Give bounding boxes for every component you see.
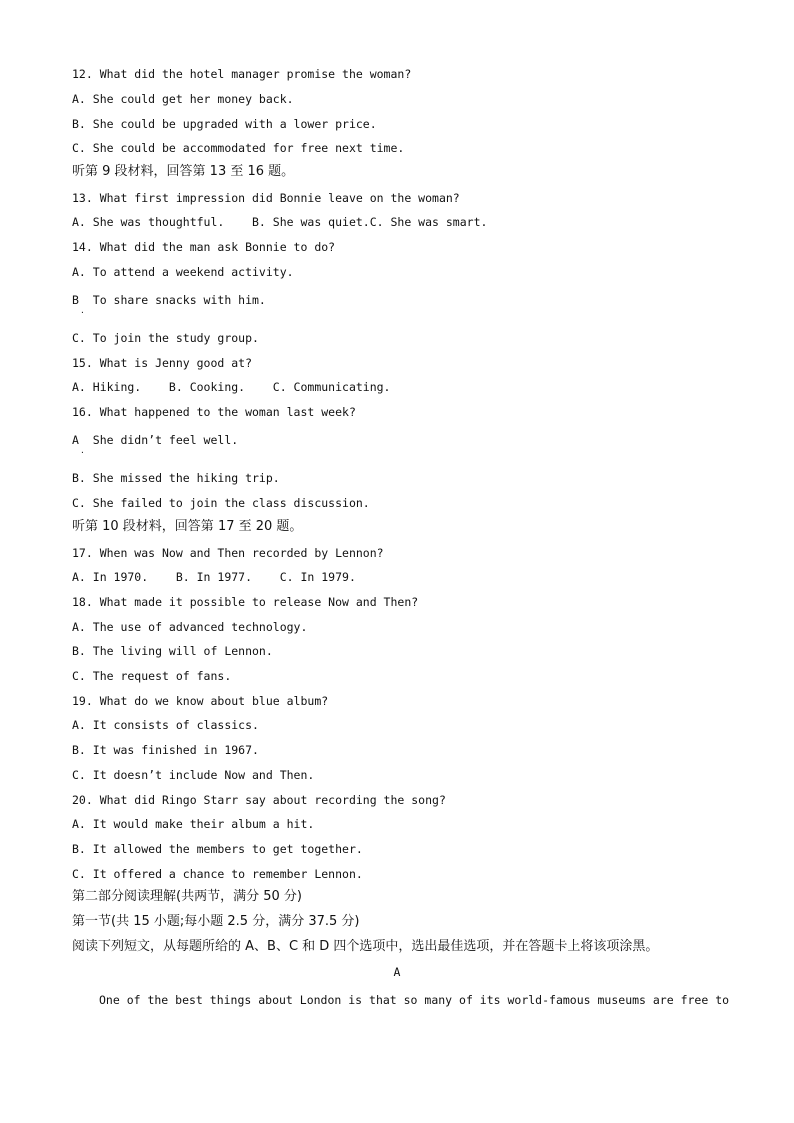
reading-instructions: 阅读下列短文，从每题所给的 A、B、C 和 D 四个选项中，选出最佳选项，并在答题卡上将该项涂黑。 xyxy=(72,939,659,954)
option-12c: C. She could be accommodated for free next time. xyxy=(72,141,405,155)
option-20b: B. It allowed the members to get together. xyxy=(72,842,363,856)
question-19: 19. What do we know about blue album? xyxy=(72,694,329,708)
question-15: 15. What is Jenny good at? xyxy=(72,356,253,370)
option-18a: A. The use of advanced technology. xyxy=(72,620,308,634)
option-16a: A She didn’t feel well. xyxy=(72,433,239,447)
option-19b: B. It was finished in 1967. xyxy=(72,743,259,757)
section-heading-10: 听第 10 段材料，回答第 17 至 20 题。 xyxy=(72,519,303,534)
option-12b: B. She could be upgraded with a lower price. xyxy=(72,117,377,131)
option-14a: A. To attend a weekend activity. xyxy=(72,265,294,279)
stray-dot: · xyxy=(80,308,85,317)
option-16c: C. She failed to join the class discussion. xyxy=(72,496,370,510)
question-18: 18. What made it possible to release Now and Then? xyxy=(72,595,419,609)
options-17: A. In 1970. B. In 1977. C. In 1979. xyxy=(72,570,356,584)
question-20: 20. What did Ringo Starr say about recording the song? xyxy=(72,793,446,807)
option-20c: C. It offered a chance to remember Lennon. xyxy=(72,867,363,881)
option-19a: A. It consists of classics. xyxy=(72,718,259,732)
question-14: 14. What did the man ask Bonnie to do? xyxy=(72,240,336,254)
option-19c: C. It doesn’t include Now and Then. xyxy=(72,768,315,782)
part-two-heading: 第二部分阅读理解(共两节，满分 50 分) xyxy=(72,889,302,904)
options-15: A. Hiking. B. Cooking. C. Communicating. xyxy=(72,380,391,394)
option-18b: B. The living will of Lennon. xyxy=(72,644,273,658)
stray-dot: · xyxy=(80,448,85,457)
question-16: 16. What happened to the woman last week? xyxy=(72,405,356,419)
passage-first-line: One of the best things about London is that so many of its world-famous museums are free to xyxy=(99,993,730,1007)
option-14c: C. To join the study group. xyxy=(72,331,259,345)
option-16b: B. She missed the hiking trip. xyxy=(72,471,280,485)
question-13: 13. What first impression did Bonnie leave on the woman? xyxy=(72,191,460,205)
option-20a: A. It would make their album a hit. xyxy=(72,817,315,831)
options-13: A. She was thoughtful. B. She was quiet.C. She was smart. xyxy=(72,215,488,229)
question-17: 17. When was Now and Then recorded by Lennon? xyxy=(72,546,384,560)
passage-label: A xyxy=(393,965,401,979)
question-12: 12. What did the hotel manager promise the woman? xyxy=(72,67,412,81)
section-one-heading: 第一节(共 15 小题;每小题 2.5 分，满分 37.5 分) xyxy=(72,914,360,929)
option-18c: C. The request of fans. xyxy=(72,669,232,683)
section-heading-9: 听第 9 段材料，回答第 13 至 16 题。 xyxy=(72,164,295,179)
option-12a: A. She could get her money back. xyxy=(72,92,294,106)
option-14b: B To share snacks with him. xyxy=(72,293,266,307)
